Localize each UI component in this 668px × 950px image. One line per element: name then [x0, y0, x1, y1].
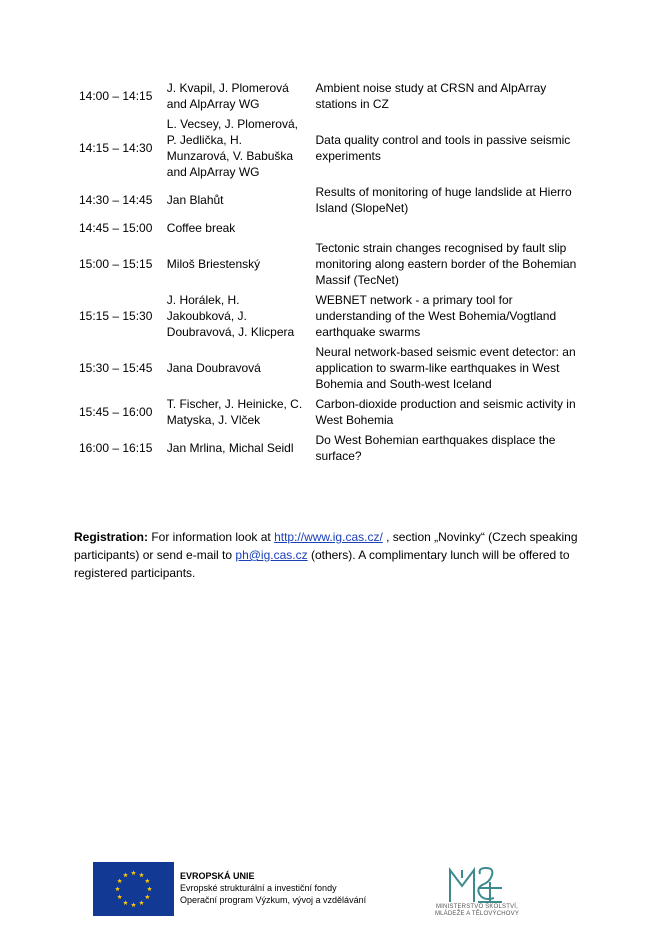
- eu-star-icon: [123, 873, 128, 878]
- footer-logos: [0, 860, 668, 920]
- title-cell: Carbon-dioxide production and seismic activity in West Bohemia: [315, 397, 576, 427]
- registration-text: , section „Novinky“ (Czech speaking participants) or send e-mail to: [74, 530, 578, 562]
- eu-stars-icon: [93, 862, 174, 916]
- table-row: [74, 238, 594, 290]
- eu-title: EVROPSKÁ UNIE: [180, 871, 255, 881]
- authors-cell: Miloš Briestenský: [166, 257, 261, 271]
- authors-cell: T. Fischer, J. Heinicke, C. Matyska, J. Vlček: [166, 397, 303, 427]
- eu-program: Operační program Výzkum, vývoj a vzdělávání: [180, 895, 367, 905]
- registration-text: (others). A complimentary lunch will be offered to registered participants.: [74, 548, 570, 580]
- eu-star-icon: [147, 886, 152, 891]
- authors-cell: Jan Blahůt: [166, 193, 224, 207]
- title-cell: Tectonic strain changes recognised by fault slip monitoring along eastern border of the Bohemian Massif (TecNet): [315, 241, 577, 287]
- table-row: [74, 182, 594, 218]
- time-cell: 14:15 – 14:30: [79, 141, 153, 155]
- eu-star-icon: [139, 900, 144, 905]
- schedule-body: [74, 78, 594, 466]
- time-cell: 14:00 – 14:15: [79, 89, 153, 103]
- table-row: [74, 114, 594, 182]
- email-link[interactable]: ph@ig.cas.cz: [235, 548, 308, 562]
- table-row: [74, 78, 594, 114]
- eu-subtitle: Evropské strukturální a investiční fondy: [180, 883, 337, 893]
- authors-cell: Jan Mrlina, Michal Seidl: [166, 441, 294, 455]
- time-cell: 15:30 – 15:45: [79, 361, 153, 375]
- time-cell: 15:45 – 16:00: [79, 405, 153, 419]
- time-cell: 16:00 – 16:15: [79, 441, 153, 455]
- schedule-table: [74, 78, 594, 466]
- table-row: [74, 342, 594, 394]
- eu-star-icon: [131, 870, 136, 875]
- msmt-line1: MINISTERSTVO ŠKOLSTVÍ,: [435, 904, 519, 910]
- table-row: [74, 290, 594, 342]
- authors-cell: J. Horálek, H. Jakoubková, J. Doubravová, J. Klicpera: [166, 293, 295, 339]
- authors-cell: Jana Doubravová: [166, 361, 261, 375]
- title-cell: Ambient noise study at CRSN and AlpArray stations in CZ: [315, 81, 547, 111]
- eu-flag-icon: [93, 862, 174, 916]
- title-cell: [312, 218, 594, 238]
- eu-star-icon: [117, 878, 122, 883]
- authors-cell: L. Vecsey, J. Plomerová, P. Jedlička, H. Munzarová, V. Babuška and AlpArray WG: [166, 117, 298, 179]
- website-link[interactable]: http://www.ig.cas.cz/: [274, 530, 383, 544]
- eu-star-icon: [115, 886, 120, 891]
- msmt-text-block: [422, 904, 532, 918]
- title-cell: Data quality control and tools in passive seismic experiments: [315, 133, 571, 163]
- eu-star-icon: [139, 873, 144, 878]
- registration-paragraph: [74, 528, 594, 582]
- eu-star-icon: [145, 878, 150, 883]
- time-cell: 14:45 – 15:00: [79, 221, 153, 235]
- time-cell: 15:00 – 15:15: [79, 257, 153, 271]
- table-row: [74, 218, 594, 238]
- title-cell: WEBNET network - a primary tool for understanding of the West Bohemia/Vogtland earthquake swarms: [315, 293, 557, 339]
- title-cell: Results of monitoring of huge landslide at Hierro Island (SlopeNet): [315, 185, 572, 215]
- title-cell: Neural network-based seismic event detector: an application to swarm-like earthquakes in West Bohemia and South-west Iceland: [315, 345, 576, 391]
- registration-label: Registration:: [74, 530, 149, 544]
- table-row: [74, 394, 594, 430]
- authors-cell: J. Kvapil, J. Plomerová and AlpArray WG: [166, 81, 289, 111]
- time-cell: 14:30 – 14:45: [79, 193, 153, 207]
- table-row: [74, 430, 594, 466]
- authors-cell: Coffee break: [166, 221, 236, 235]
- registration-text: For information look at: [148, 530, 275, 544]
- title-cell: Do West Bohemian earthquakes displace the surface?: [315, 433, 556, 463]
- eu-star-icon: [123, 900, 128, 905]
- eu-text-block: [180, 870, 366, 906]
- eu-star-icon: [131, 902, 136, 907]
- msmt-line2: MLÁDEŽE A TĚLOVÝCHOVY: [434, 911, 520, 917]
- time-cell: 15:15 – 15:30: [79, 309, 153, 323]
- eu-star-icon: [117, 894, 122, 899]
- eu-star-icon: [145, 894, 150, 899]
- msmt-monogram-icon: [420, 864, 530, 908]
